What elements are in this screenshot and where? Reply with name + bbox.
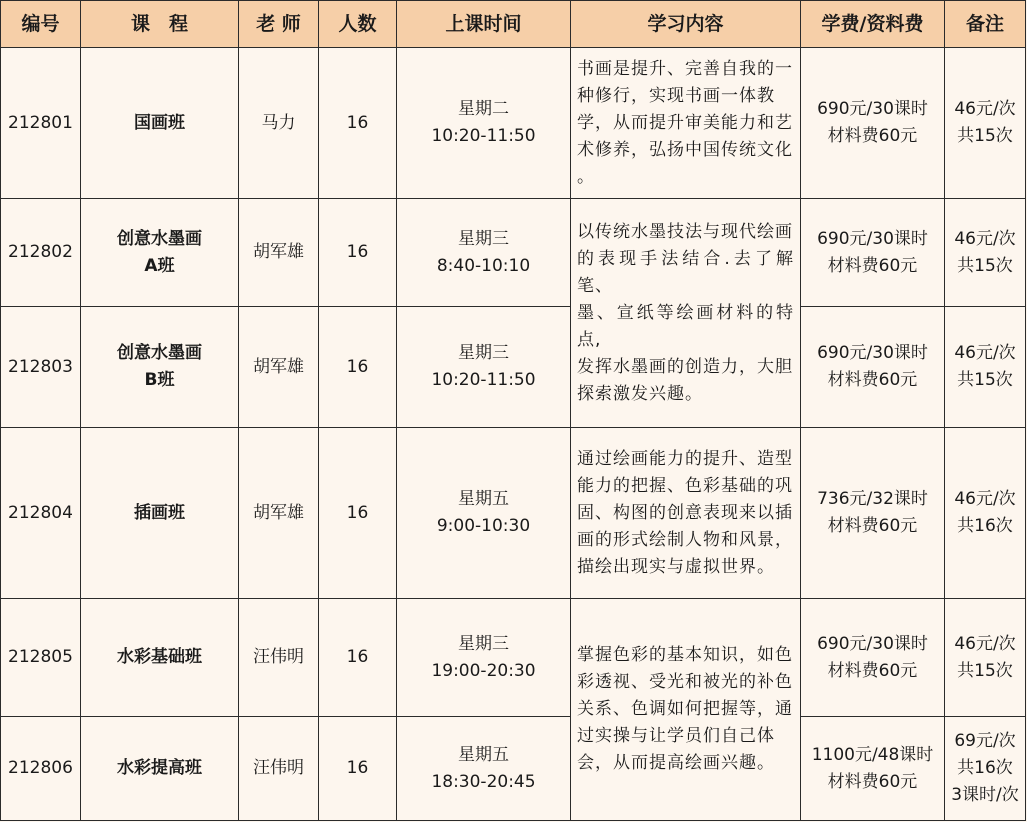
tuition-fee: 1100元/48课时 材料费60元 bbox=[801, 717, 945, 821]
course-name: 创意水墨画 A班 bbox=[81, 199, 239, 307]
course-id: 212803 bbox=[1, 307, 81, 428]
header-id: 编号 bbox=[1, 1, 81, 48]
teacher-name: 胡军雄 bbox=[239, 199, 319, 307]
learning-content: 以传统水墨技法与现代绘画 的表现手法结合.去了解笔、 墨、宣纸等绘画材料的特点, 发挥水墨画的创造力，大胆 探索激发兴趣。 bbox=[571, 199, 801, 428]
tuition-fee: 690元/30课时 材料费60元 bbox=[801, 199, 945, 307]
course-id: 212805 bbox=[1, 599, 81, 717]
course-id: 212804 bbox=[1, 428, 81, 599]
course-id: 212802 bbox=[1, 199, 81, 307]
note: 46元/次 共15次 bbox=[945, 48, 1026, 199]
course-name: 水彩基础班 bbox=[81, 599, 239, 717]
tuition-fee: 736元/32课时 材料费60元 bbox=[801, 428, 945, 599]
tuition-fee: 690元/30课时 材料费60元 bbox=[801, 307, 945, 428]
note: 46元/次 共15次 bbox=[945, 199, 1026, 307]
tuition-fee: 690元/30课时 材料费60元 bbox=[801, 48, 945, 199]
table-row bbox=[1, 199, 1026, 307]
tuition-fee: 690元/30课时 材料费60元 bbox=[801, 599, 945, 717]
class-time: 星期三 8:40-10:10 bbox=[397, 199, 571, 307]
class-time: 星期五 9:00-10:30 bbox=[397, 428, 571, 599]
course-id: 212806 bbox=[1, 717, 81, 821]
table-row bbox=[1, 428, 1026, 599]
note: 69元/次 共16次 3课时/次 bbox=[945, 717, 1026, 821]
class-time: 星期三 10:20-11:50 bbox=[397, 307, 571, 428]
header-fee: 学费/资料费 bbox=[801, 1, 945, 48]
student-count: 16 bbox=[319, 48, 397, 199]
student-count: 16 bbox=[319, 307, 397, 428]
class-time: 星期五 18:30-20:45 bbox=[397, 717, 571, 821]
student-count: 16 bbox=[319, 428, 397, 599]
teacher-name: 胡军雄 bbox=[239, 428, 319, 599]
learning-content: 书画是提升、完善自我的一 种修行，实现书画一体教 学，从而提升审美能力和艺 术修养，弘扬中国传统文化 。 bbox=[571, 48, 801, 199]
class-time: 星期二 10:20-11:50 bbox=[397, 48, 571, 199]
course-id: 212801 bbox=[1, 48, 81, 199]
student-count: 16 bbox=[319, 717, 397, 821]
header-teacher: 老 师 bbox=[239, 1, 319, 48]
header-count: 人数 bbox=[319, 1, 397, 48]
teacher-name: 汪伟明 bbox=[239, 599, 319, 717]
course-name: 水彩提高班 bbox=[81, 717, 239, 821]
learning-content: 通过绘画能力的提升、造型 能力的把握、色彩基础的巩 固、构图的创意表现来以插 画的形式绘制人物和风景， 描绘出现实与虚拟世界。 bbox=[571, 428, 801, 599]
student-count: 16 bbox=[319, 599, 397, 717]
header-time: 上课时间 bbox=[397, 1, 571, 48]
course-name: 插画班 bbox=[81, 428, 239, 599]
course-name: 国画班 bbox=[81, 48, 239, 199]
learning-content: 掌握色彩的基本知识，如色 彩透视、受光和被光的补色 关系、色调如何把握等，通 过实操与让学员们自己体 会，从而提高绘画兴趣。 bbox=[571, 599, 801, 821]
table-row bbox=[1, 717, 1026, 821]
teacher-name: 马力 bbox=[239, 48, 319, 199]
header-note: 备注 bbox=[945, 1, 1026, 48]
header-course: 课 程 bbox=[81, 1, 239, 48]
teacher-name: 汪伟明 bbox=[239, 717, 319, 821]
student-count: 16 bbox=[319, 199, 397, 307]
header-content: 学习内容 bbox=[571, 1, 801, 48]
teacher-name: 胡军雄 bbox=[239, 307, 319, 428]
note: 46元/次 共15次 bbox=[945, 307, 1026, 428]
course-name: 创意水墨画 B班 bbox=[81, 307, 239, 428]
note: 46元/次 共16次 bbox=[945, 428, 1026, 599]
note: 46元/次 共15次 bbox=[945, 599, 1026, 717]
header-row bbox=[1, 1, 1026, 48]
table-row bbox=[1, 48, 1026, 199]
table-row bbox=[1, 307, 1026, 428]
class-time: 星期三 19:00-20:30 bbox=[397, 599, 571, 717]
table-row bbox=[1, 599, 1026, 717]
